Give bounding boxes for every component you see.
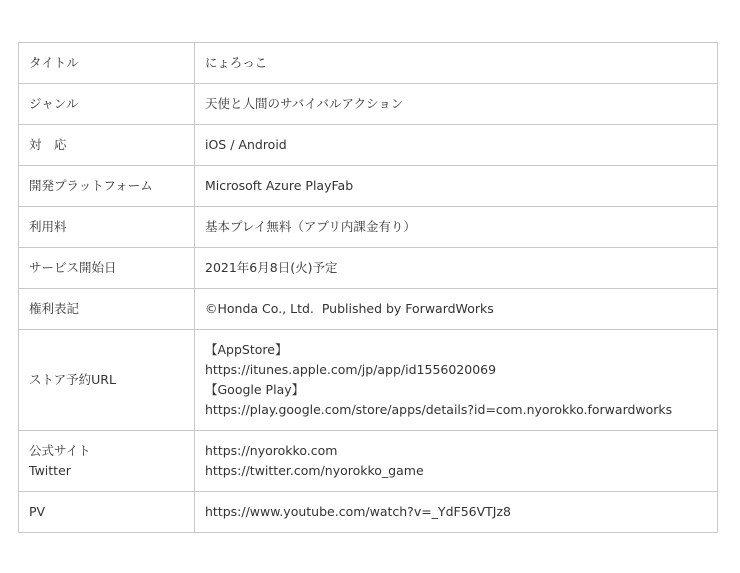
label-text: タイトル (29, 55, 79, 70)
row-value-store-url (195, 330, 718, 431)
value-text: iOS / Android (205, 137, 287, 152)
row-label-genre (19, 84, 195, 125)
row-label-platform (19, 125, 195, 166)
row-value-start-date (195, 248, 718, 289)
row-value-fee (195, 207, 718, 248)
value-text: ©Honda Co., Ltd. Published by ForwardWorks (205, 301, 494, 316)
label-text: PV (29, 504, 46, 519)
table-row (19, 431, 718, 492)
google-play-link: https://play.google.com/store/apps/details?id=com.nyorokko.forwardworks (205, 402, 673, 417)
game-info-table (18, 42, 718, 533)
value-text: 天使と人間のサバイバルアクション (205, 96, 404, 111)
row-value-title (195, 43, 718, 84)
label-text: 公式サイト (29, 443, 91, 458)
row-value-copyright (195, 289, 718, 330)
appstore-heading: 【AppStore】 (205, 342, 288, 357)
official-site-link: https://nyorokko.com (205, 443, 338, 458)
row-label-dev-platform (19, 166, 195, 207)
pv-link: https://www.youtube.com/watch?v=_YdF56VTJz8 (205, 504, 511, 519)
table-row (19, 125, 718, 166)
table-row (19, 84, 718, 125)
label-text: 開発プラットフォーム (29, 178, 153, 193)
table-row (19, 166, 718, 207)
value-text: 基本プレイ無料（アプリ内課金有り） (205, 219, 416, 234)
appstore-link: https://itunes.apple.com/jp/app/id1556020069 (205, 362, 497, 377)
row-label-copyright (19, 289, 195, 330)
label-text: サービス開始日 (29, 260, 117, 275)
row-label-store-url (19, 330, 195, 431)
table-row (19, 492, 718, 533)
row-value-official (195, 431, 718, 492)
label-text: Twitter (29, 463, 71, 478)
label-text: 権利表記 (29, 301, 80, 316)
table-row (19, 289, 718, 330)
row-value-pv (195, 492, 718, 533)
label-text: ストア予約URL (29, 372, 116, 387)
label-text: 対 応 (29, 137, 67, 152)
row-label-title (19, 43, 195, 84)
value-text: Microsoft Azure PlayFab (205, 178, 354, 193)
google-play-heading: 【Google Play】 (205, 382, 305, 397)
row-label-fee (19, 207, 195, 248)
row-value-dev-platform (195, 166, 718, 207)
row-value-platform (195, 125, 718, 166)
table-row (19, 207, 718, 248)
twitter-link: https://twitter.com/nyorokko_game (205, 463, 424, 478)
table-row (19, 248, 718, 289)
label-text: ジャンル (29, 96, 79, 111)
row-label-pv (19, 492, 195, 533)
table-row (19, 43, 718, 84)
value-text: にょろっこ (205, 55, 268, 70)
table-row (19, 330, 718, 431)
value-text: 2021年6月8日(火)予定 (205, 260, 338, 275)
row-label-official (19, 431, 195, 492)
label-text: 利用料 (29, 219, 67, 234)
row-label-start-date (19, 248, 195, 289)
row-value-genre (195, 84, 718, 125)
